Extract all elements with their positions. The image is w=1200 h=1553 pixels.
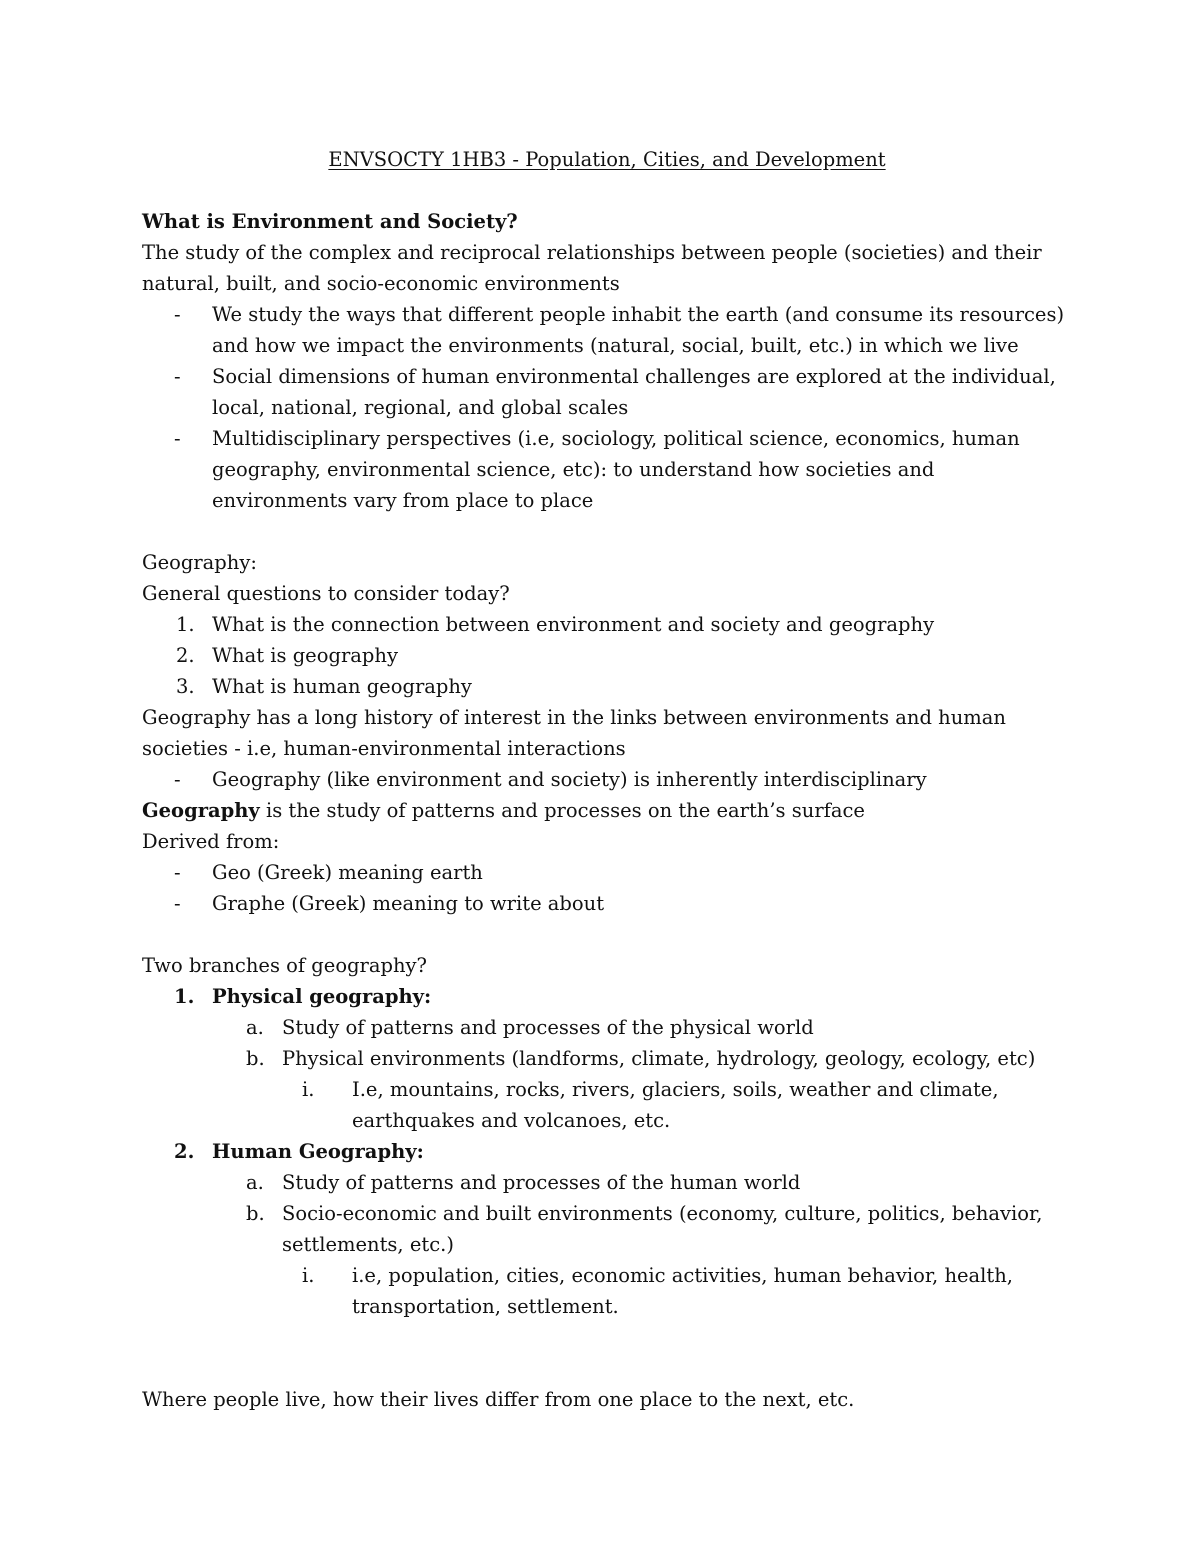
list-item xyxy=(142,423,1072,516)
list-item-text: Physical environments (landforms, climate, hydrology, geology, ecology, etc) xyxy=(282,1047,1036,1070)
list-item xyxy=(142,888,1072,919)
list-item xyxy=(142,671,1072,702)
list-item-text: We study the ways that different people inhabit the earth (and consume its resources) and how we impact the environments (natural, social, built, etc.) in which we live xyxy=(212,303,1065,357)
branches-question: Two branches of geography? xyxy=(142,954,428,977)
list-item-text: Study of patterns and processes of the human world xyxy=(282,1171,801,1194)
spacer xyxy=(142,1322,1072,1353)
letter-marker: a. xyxy=(246,1171,264,1194)
number-marker: 1. xyxy=(176,613,195,636)
roman-marker: i. xyxy=(302,1078,315,1101)
dash-marker: - xyxy=(174,768,181,791)
dash-marker: - xyxy=(174,303,181,326)
list-item-text: What is the connection between environment and society and geography xyxy=(212,613,935,636)
branch-title: Physical geography: xyxy=(212,985,432,1008)
list-item xyxy=(142,857,1072,888)
closing-paragraph: Where people live, how their lives differ from one place to the next, etc. xyxy=(142,1388,855,1411)
spacer xyxy=(142,516,1072,547)
spacer xyxy=(142,919,1072,950)
dash-marker: - xyxy=(174,365,181,388)
list-item xyxy=(142,361,1072,423)
roman-marker: i. xyxy=(302,1264,315,1287)
dash-marker: - xyxy=(174,861,181,884)
list-item-text: Graphe (Greek) meaning to write about xyxy=(212,892,605,915)
number-marker: 2. xyxy=(176,644,195,667)
number-marker: 3. xyxy=(176,675,195,698)
list-item xyxy=(142,1136,1072,1167)
list-item-text: Geo (Greek) meaning earth xyxy=(212,861,483,884)
definition-paragraph xyxy=(142,795,1072,826)
branch-title: Human Geography: xyxy=(212,1140,424,1163)
list-item-text: Multidisciplinary perspectives (i.e, sociology, political science, economics, human geography, environmental science, etc): to understand how societies and environments vary from place to place xyxy=(212,427,1020,512)
spacer xyxy=(142,1353,1072,1384)
derived-from-label: Derived from: xyxy=(142,830,280,853)
letter-marker: b. xyxy=(246,1202,265,1225)
list-item xyxy=(142,1260,1072,1322)
list-item xyxy=(142,1167,1072,1198)
list-item-text: What is geography xyxy=(212,644,398,667)
intro-paragraph: The study of the complex and reciprocal relationships between people (societies) and their natural, built, and socio-economic environments xyxy=(142,241,1042,295)
list-item-text: I.e, mountains, rocks, rivers, glaciers, soils, weather and climate, earthquakes and volcanoes, etc. xyxy=(352,1078,999,1132)
number-marker: 2. xyxy=(174,1140,195,1163)
list-item-text: i.e, population, cities, economic activities, human behavior, health, transportation, settlement. xyxy=(352,1264,1014,1318)
history-paragraph: Geography has a long history of interest in the links between environments and human societies - i.e, human-environmental interactions xyxy=(142,706,1006,760)
list-item xyxy=(142,981,1072,1012)
questions-intro: General questions to consider today? xyxy=(142,582,510,605)
list-item-text: Geography (like environment and society) is inherently interdisciplinary xyxy=(212,768,927,791)
definition-term: Geography xyxy=(142,799,260,822)
dash-marker: - xyxy=(174,427,181,450)
definition-text: is the study of patterns and processes on the earth’s surface xyxy=(259,799,865,822)
list-item xyxy=(142,1043,1072,1074)
letter-marker: a. xyxy=(246,1016,264,1039)
list-item xyxy=(142,1012,1072,1043)
list-item-text: Social dimensions of human environmental challenges are explored at the individual, local, national, regional, and global scales xyxy=(212,365,1056,419)
list-item xyxy=(142,764,1072,795)
list-item-text: What is human geography xyxy=(212,675,472,698)
list-item xyxy=(142,609,1072,640)
section-heading: What is Environment and Society? xyxy=(142,210,518,233)
list-item xyxy=(142,1198,1072,1260)
list-item-text: Socio-economic and built environments (economy, culture, politics, behavior, settlements, etc.) xyxy=(282,1202,1043,1256)
list-item xyxy=(142,640,1072,671)
letter-marker: b. xyxy=(246,1047,265,1070)
document-title: ENVSOCTY 1HB3 - Population, Cities, and Development xyxy=(328,148,886,171)
dash-marker: - xyxy=(174,892,181,915)
list-item xyxy=(142,299,1072,361)
document-page xyxy=(142,144,1072,1415)
list-item xyxy=(142,1074,1072,1136)
geography-label: Geography: xyxy=(142,551,257,574)
number-marker: 1. xyxy=(174,985,195,1008)
list-item-text: Study of patterns and processes of the physical world xyxy=(282,1016,814,1039)
